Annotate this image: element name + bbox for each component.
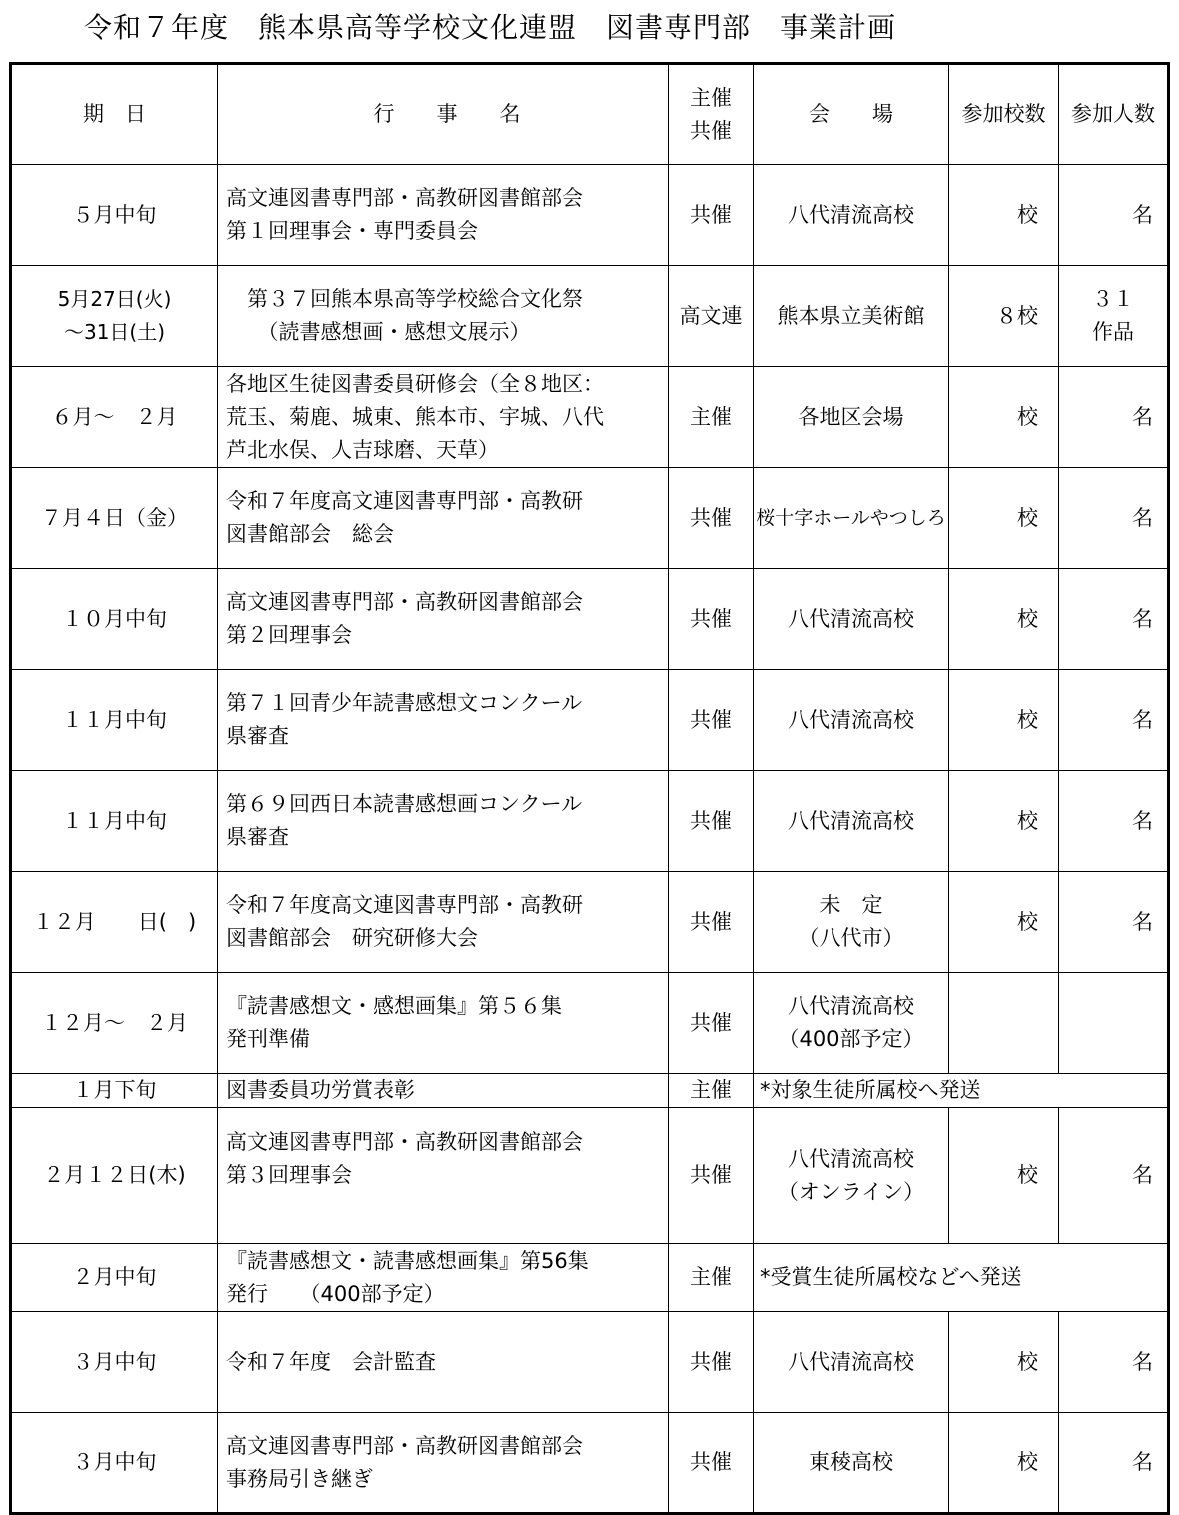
- row-event: 高文連図書専門部・高教研図書館部会 第３回理事会: [218, 1108, 669, 1244]
- row-people: 名: [1059, 1312, 1169, 1413]
- row-note: *対象生徒所属校へ発送: [754, 1074, 1169, 1108]
- row-event: 『読書感想文・読書感想画集』第56集 発行 （400部予定）: [218, 1244, 669, 1312]
- table-row: [11, 468, 1169, 569]
- row-schools: 校: [949, 670, 1059, 771]
- row-schools: 校: [949, 165, 1059, 266]
- row-venue: 八代清流高校: [754, 165, 949, 266]
- row-host: 共催: [669, 872, 754, 973]
- header-host: 主催 共催: [669, 64, 754, 165]
- table-row: [11, 367, 1169, 468]
- row-note: *受賞生徒所属校などへ発送: [754, 1244, 1169, 1312]
- row-venue: 八代清流高校: [754, 1312, 949, 1413]
- table-row: [11, 569, 1169, 670]
- row-host: 共催: [669, 165, 754, 266]
- row-date: １１月中旬: [11, 670, 218, 771]
- row-host: 主催: [669, 1244, 754, 1312]
- row-event: 高文連図書専門部・高教研図書館部会 第２回理事会: [218, 569, 669, 670]
- row-people: 名: [1059, 165, 1169, 266]
- row-venue: 東稜高校: [754, 1413, 949, 1514]
- row-host: 共催: [669, 973, 754, 1074]
- header-venue: 会 場: [754, 64, 949, 165]
- row-schools: ８校: [949, 266, 1059, 367]
- row-date: １０月中旬: [11, 569, 218, 670]
- row-venue: 八代清流高校 （400部予定）: [754, 973, 949, 1074]
- row-host: 共催: [669, 1312, 754, 1413]
- row-people: 名: [1059, 569, 1169, 670]
- header-event: 行 事 名: [218, 64, 669, 165]
- row-host: 共催: [669, 468, 754, 569]
- row-venue: 八代清流高校: [754, 670, 949, 771]
- row-schools: 校: [949, 872, 1059, 973]
- row-people: 名: [1059, 670, 1169, 771]
- row-event: 令和７年度高文連図書専門部・高教研 図書館部会 総会: [218, 468, 669, 569]
- row-date: 5月27日(火) ～31日(土): [11, 266, 218, 367]
- row-venue: 熊本県立美術館: [754, 266, 949, 367]
- row-people: 名: [1059, 872, 1169, 973]
- row-event: 高文連図書専門部・高教研図書館部会 第１回理事会・専門委員会: [218, 165, 669, 266]
- row-date: ５月中旬: [11, 165, 218, 266]
- table-header-row: [11, 64, 1169, 165]
- row-event: 第６９回西日本読書感想画コンクール 県審査: [218, 771, 669, 872]
- row-event: 第３７回熊本県高等学校総合文化祭 （読書感想画・感想文展示）: [218, 266, 669, 367]
- row-venue: 八代清流高校: [754, 569, 949, 670]
- header-people: 参加人数: [1059, 64, 1169, 165]
- row-venue: 各地区会場: [754, 367, 949, 468]
- row-host: 共催: [669, 670, 754, 771]
- table-row: [11, 1074, 1169, 1108]
- row-date: ２月中旬: [11, 1244, 218, 1312]
- table-row: [11, 1312, 1169, 1413]
- row-schools: 校: [949, 1413, 1059, 1514]
- row-host: 共催: [669, 1413, 754, 1514]
- row-people: 名: [1059, 1108, 1169, 1244]
- row-event: 第７１回青少年読書感想文コンクール 県審査: [218, 670, 669, 771]
- table-row: [11, 872, 1169, 973]
- row-date: ３月中旬: [11, 1413, 218, 1514]
- header-schools: 参加校数: [949, 64, 1059, 165]
- table-row: [11, 771, 1169, 872]
- row-venue: 未 定 （八代市）: [754, 872, 949, 973]
- table-row: [11, 1244, 1169, 1312]
- row-schools: 校: [949, 771, 1059, 872]
- row-date: １月下旬: [11, 1074, 218, 1108]
- row-date: ６月～ ２月: [11, 367, 218, 468]
- table-row: [11, 670, 1169, 771]
- row-schools: 校: [949, 1312, 1059, 1413]
- row-date: １２月～ ２月: [11, 973, 218, 1074]
- row-event: 令和７年度 会計監査: [218, 1312, 669, 1413]
- row-host: 共催: [669, 771, 754, 872]
- row-event: 各地区生徒図書委員研修会（全８地区： 荒玉、菊鹿、城東、熊本市、宇城、八代 芦北水俣、人吉球磨、天草）: [218, 367, 669, 468]
- row-date: ２月１２日(木): [11, 1108, 218, 1244]
- row-date: ３月中旬: [11, 1312, 218, 1413]
- row-schools: 校: [949, 367, 1059, 468]
- row-venue: 八代清流高校: [754, 771, 949, 872]
- table-row: [11, 1108, 1169, 1244]
- row-date: ７月４日（金）: [11, 468, 218, 569]
- row-schools: 校: [949, 468, 1059, 569]
- row-date: １２月 日( ): [11, 872, 218, 973]
- row-venue: 桜十字ホールやつしろ: [754, 468, 949, 569]
- row-event: 高文連図書専門部・高教研図書館部会 事務局引き継ぎ: [218, 1413, 669, 1514]
- row-people: 名: [1059, 468, 1169, 569]
- row-date: １１月中旬: [11, 771, 218, 872]
- row-people: [1059, 973, 1169, 1074]
- row-people: 名: [1059, 1413, 1169, 1514]
- row-schools: 校: [949, 569, 1059, 670]
- header-date: 期 日: [11, 64, 218, 165]
- table-row: [11, 973, 1169, 1074]
- plan-table: [9, 62, 1170, 1515]
- row-schools: 校: [949, 1108, 1059, 1244]
- row-host: 主催: [669, 1074, 754, 1108]
- table-row: [11, 165, 1169, 266]
- row-host: 高文連: [669, 266, 754, 367]
- row-event: 『読書感想文・感想画集』第５６集 発刊準備: [218, 973, 669, 1074]
- row-people: 名: [1059, 367, 1169, 468]
- row-schools: [949, 973, 1059, 1074]
- table-row: [11, 1413, 1169, 1514]
- table-row: [11, 266, 1169, 367]
- row-venue: 八代清流高校 （オンライン）: [754, 1108, 949, 1244]
- row-host: 主催: [669, 367, 754, 468]
- row-people: ３１ 作品: [1059, 266, 1169, 367]
- row-event: 令和７年度高文連図書専門部・高教研 図書館部会 研究研修大会: [218, 872, 669, 973]
- row-event: 図書委員功労賞表彰: [218, 1074, 669, 1108]
- row-host: 共催: [669, 569, 754, 670]
- row-people: 名: [1059, 771, 1169, 872]
- page-title: 令和７年度 熊本県高等学校文化連盟 図書専門部 事業計画: [84, 11, 897, 44]
- row-host: 共催: [669, 1108, 754, 1244]
